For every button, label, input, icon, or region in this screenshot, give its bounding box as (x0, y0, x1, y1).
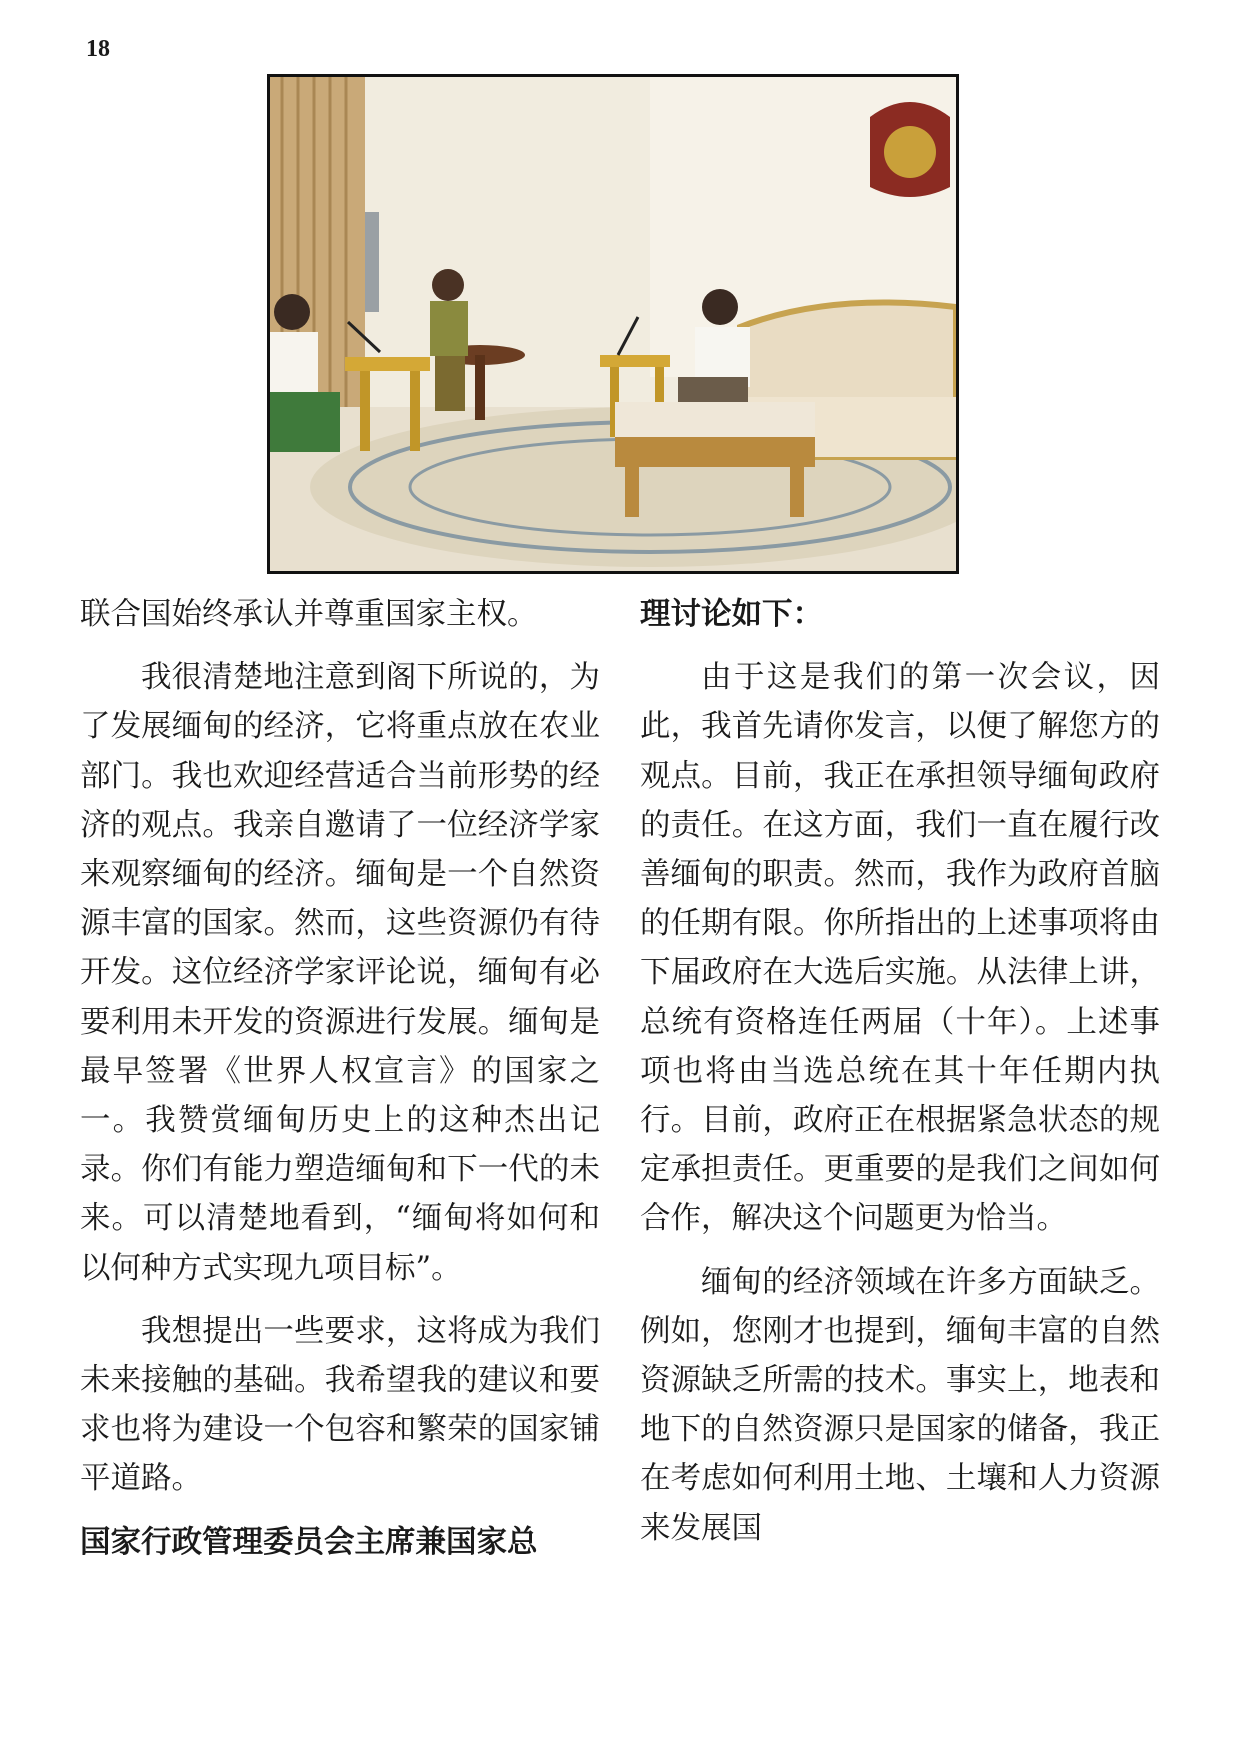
page-number: 18 (86, 36, 110, 62)
section-heading: 理讨论如下： (640, 596, 823, 632)
section-heading: 国家行政管理委员会主席兼国家总 (80, 1523, 538, 1560)
paragraph: 由于这是我们的第一次会议，因此，我首先请你发言，以便了解您方的观点。目前，我正在承担领导缅甸政府的责任。在这方面，我们一直在履行改善缅甸的职责。然而，我作为政府首脑的任期有限。你所指出的上述事项将由下届政府在大选后实施。从法律上讲，总统有资格连任两届（十年）。上述事项也将由当选总统在其十年任期内执行。目前，政府正在根据紧急状态的规定承担责任。更重要的是我们之间如何合作，解决这个问题更为恰当。 (640, 660, 1160, 1237)
meeting-photo (267, 74, 959, 574)
paragraph: 我很清楚地注意到阁下所说的，为了发展缅甸的经济，它将重点放在农业部门。我也欢迎经营适合当前形势的经济的观点。我亲自邀请了一位经济学家来观察缅甸的经济。缅甸是一个自然资源丰富的国家。然而，这些资源仍有待开发。这位经济学家评论说，缅甸有必要利用未开发的资源进行发展。缅甸是最早签署《世界人权宣言》的国家之一。我赞赏缅甸历史上的这种杰出记录。你们有能力塑造缅甸和下一代的未来。可以清楚地看到，“缅甸将如何和以何种方式实现九项目标”。 (80, 660, 600, 1286)
right-column (640, 590, 1160, 1567)
left-column (80, 590, 600, 1581)
paragraph: 我想提出一些要求，这将成为我们未来接触的基础。我希望我的建议和要求也将为建设一个包容和繁荣的国家铺平道路。 (80, 1313, 600, 1497)
paragraph: 缅甸的经济领域在许多方面缺乏。例如，您刚才也提到，缅甸丰富的自然资源缺乏所需的技术。事实上，地表和地下的自然资源只是国家的储备，我正在考虑如何利用土地、土壤和人力资源来发展国 (640, 1264, 1160, 1546)
paragraph: 联合国始终承认并尊重国家主权。 (80, 597, 538, 632)
